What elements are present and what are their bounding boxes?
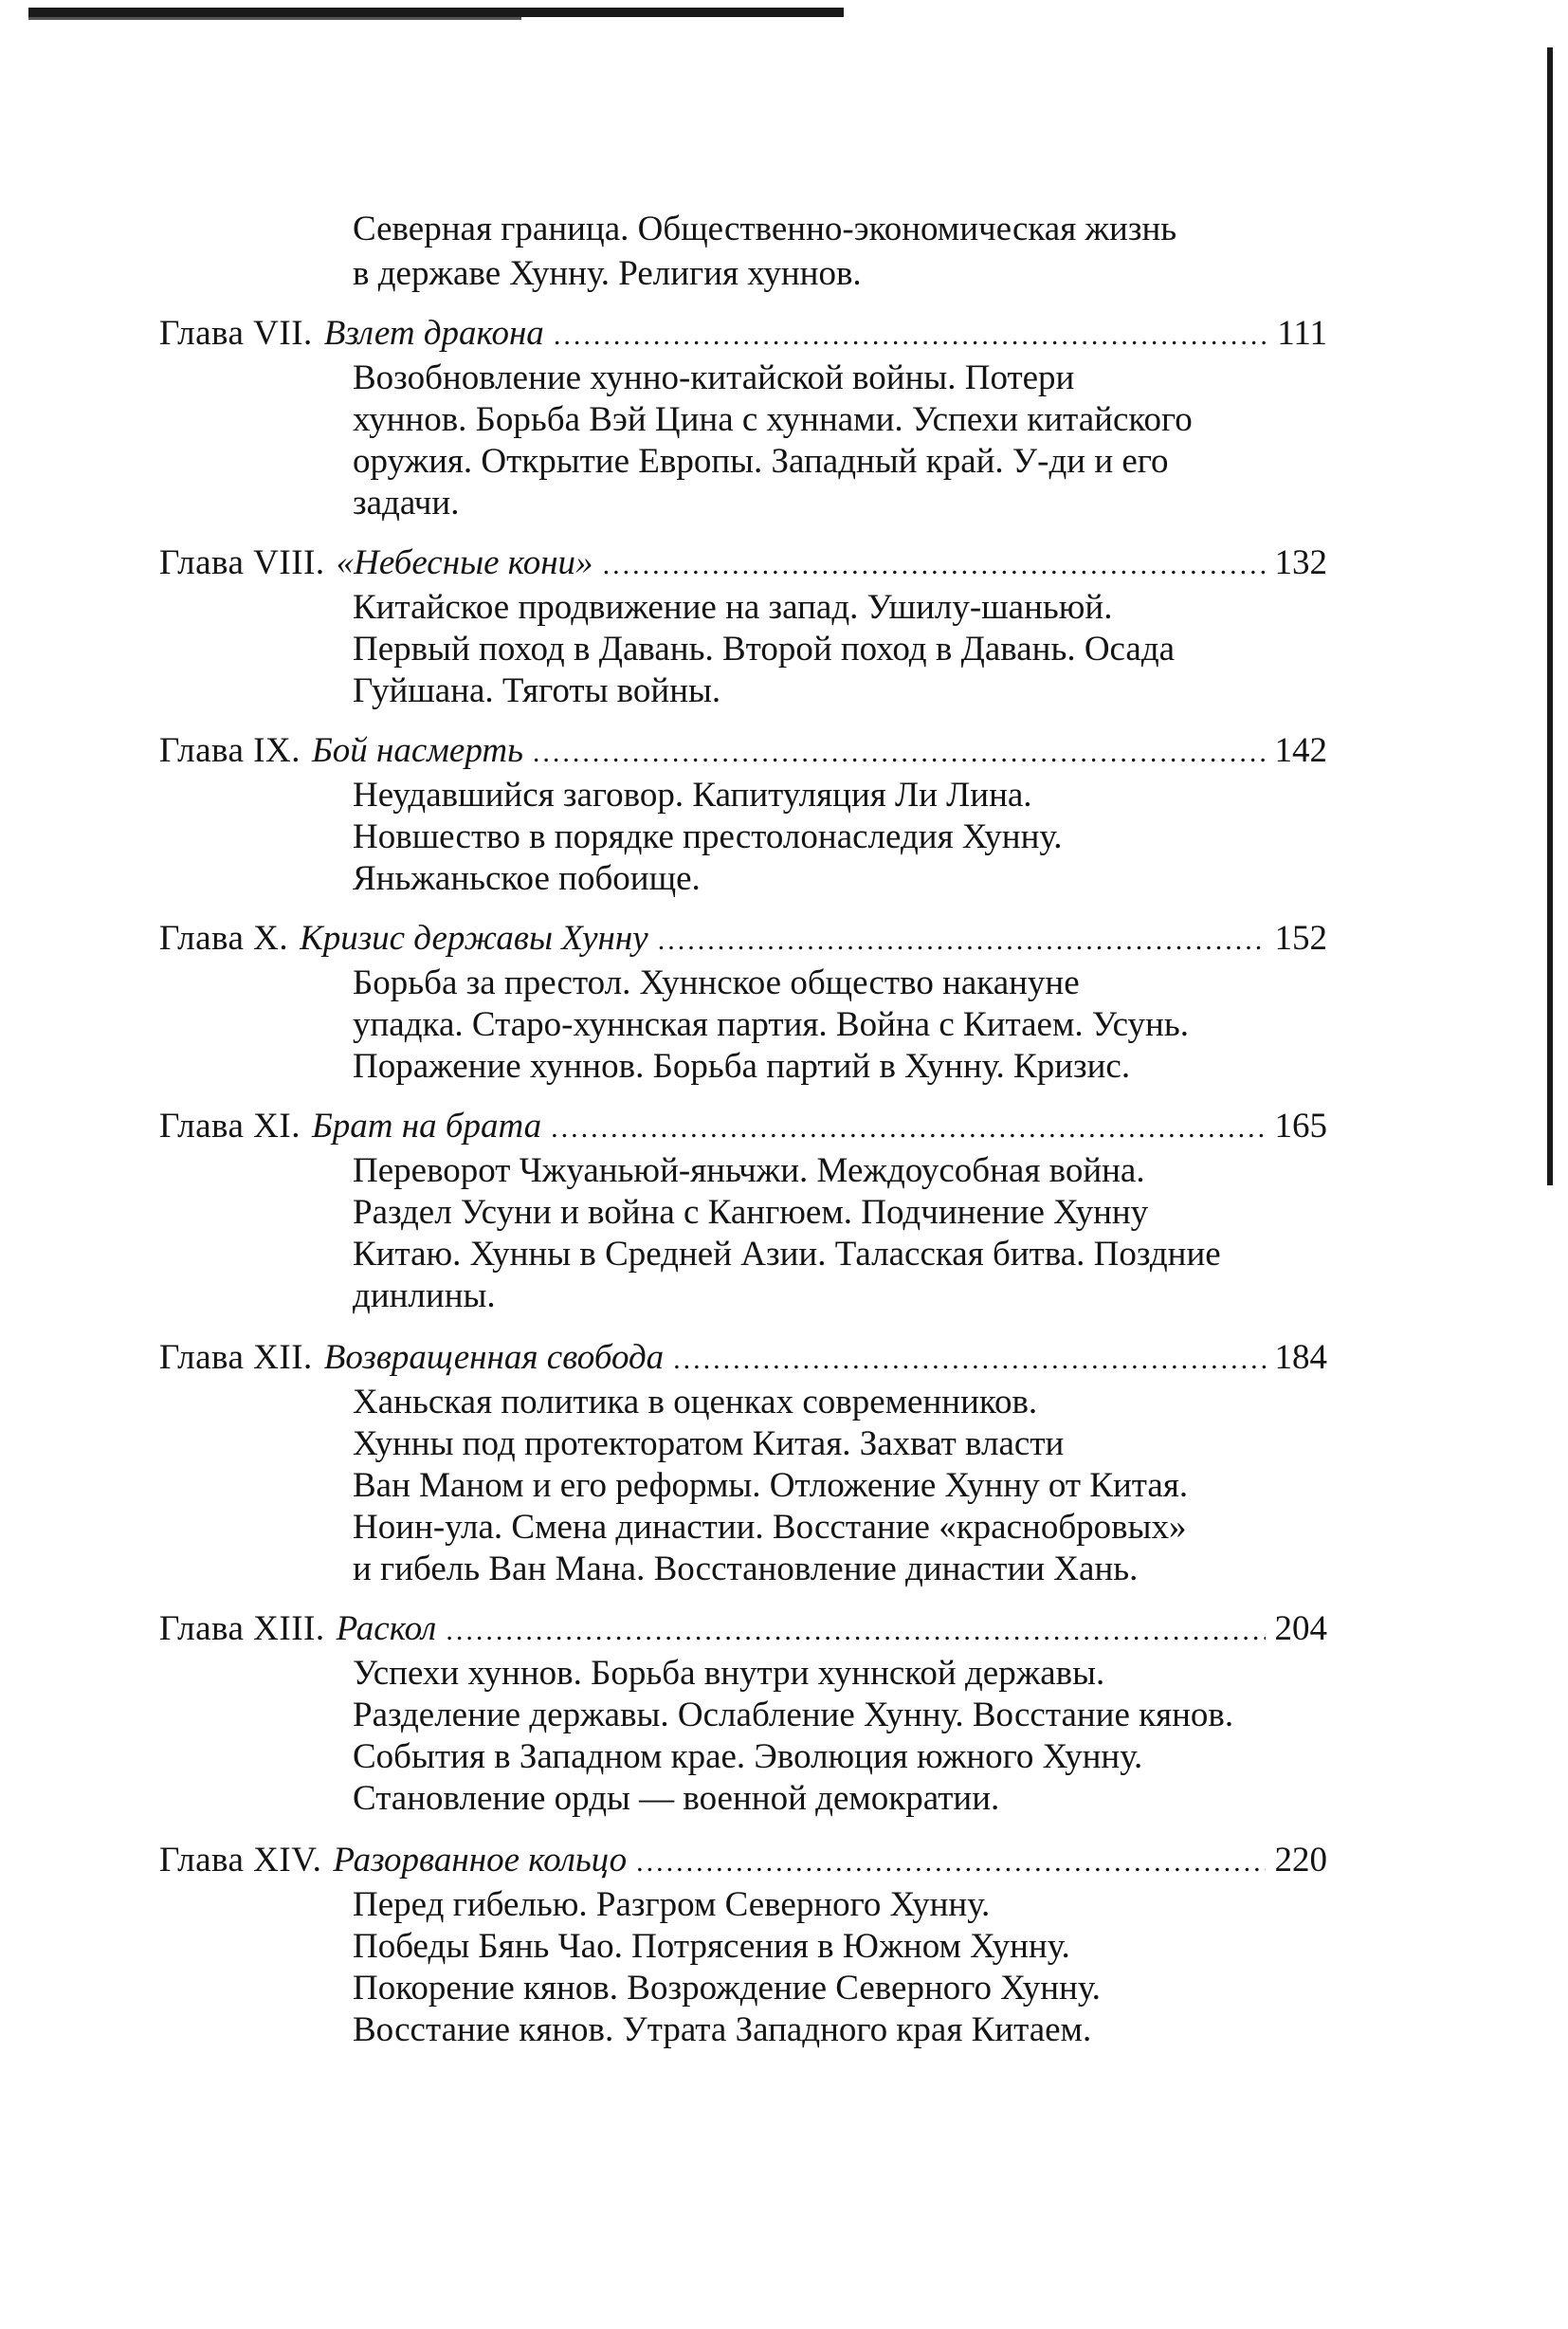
chapter-description (353, 1150, 1339, 1317)
chapter-label: Глава XIV. (159, 1841, 322, 1880)
description-line: Китайское продвижение на запад. Ушилу-шаньюй. (353, 588, 1113, 627)
description-line: Новшество в порядке престолонаследия Хунну. (353, 817, 1063, 856)
toc-entry-chapter-7 (159, 311, 1327, 524)
chapter-label: Глава XI. (159, 1107, 301, 1146)
description-line: Гуйшана. Тяготы войны. (353, 671, 721, 710)
intro-description (353, 207, 1301, 296)
toc-entry-chapter-13 (159, 1606, 1327, 1820)
page-number: 152 (1274, 919, 1327, 958)
toc-entry-chapter-14 (159, 1838, 1327, 2051)
page-number: 204 (1274, 1609, 1327, 1648)
description-line: Яньжаньское побоище. (353, 859, 701, 898)
toc-entry-heading (159, 541, 1327, 587)
description-line: Ван Маном и его реформы. Отложение Хунну от Китая. (353, 1466, 1189, 1505)
chapter-title: Возвращенная свобода (323, 1338, 665, 1377)
description-line: Покорение кянов. Возрождение Северного Хунну. (353, 1969, 1101, 2008)
description-line: и гибель Ван Мана. Восстановление династии Хань. (353, 1550, 1139, 1588)
intro-line: Северная граница. Общественно-экономическая жизнь (353, 210, 1177, 248)
chapter-title: Брат на брата (311, 1107, 542, 1146)
chapter-title: Взлет дракона (323, 314, 544, 353)
page-number: 165 (1274, 1107, 1327, 1146)
description-line: хуннов. Борьба Вэй Цина с хуннами. Успехи китайского (353, 400, 1193, 439)
page-number: 142 (1274, 731, 1327, 770)
chapter-description (353, 358, 1339, 524)
toc-entry-heading (159, 1104, 1327, 1150)
description-line: Ноин-ула. Смена династии. Восстание «краснобровых» (353, 1508, 1187, 1547)
chapter-title: «Небесные кони» (336, 543, 593, 582)
chapter-title: Разорванное кольцо (333, 1841, 628, 1880)
chapter-title: Бой насмерть (311, 731, 523, 770)
description-line: Хунны под протекторатом Китая. Захват власти (353, 1424, 1065, 1463)
chapter-description (353, 775, 1339, 900)
description-line: Первый поход в Давань. Второй поход в Давань. Осада (353, 630, 1176, 669)
description-line: Восстание кянов. Утрата Западного края Китаем. (353, 2010, 1092, 2049)
description-line: оружия. Открытие Европы. Западный край. У-ди и его (353, 442, 1169, 481)
chapter-label: Глава XII. (159, 1338, 313, 1377)
page-number: 132 (1274, 543, 1327, 582)
dot-leader (551, 1106, 1265, 1150)
description-line: Поражение хуннов. Борьба партий в Хунну. Кризис. (353, 1047, 1131, 1086)
description-line: Перед гибелью. Разгром Северного Хунну. (353, 1885, 991, 1924)
toc-entry-chapter-12 (159, 1335, 1327, 1590)
toc-entry-chapter-8 (159, 541, 1327, 712)
toc-entry-heading (159, 1335, 1327, 1382)
description-line: динлины. (353, 1276, 496, 1315)
chapter-title: Кризис державы Хунну (300, 919, 648, 958)
description-line: задачи. (353, 484, 460, 523)
toc-entry-heading (159, 1606, 1327, 1653)
description-line: Неудавшийся заговор. Капитуляция Ли Лина. (353, 776, 1032, 815)
toc-entry-chapter-11 (159, 1104, 1327, 1317)
intro-line: в державе Хунну. Религия хуннов. (353, 254, 862, 293)
chapter-description (353, 1884, 1339, 2051)
page-number: 111 (1277, 314, 1327, 353)
dot-leader (636, 1840, 1265, 1884)
chapter-label: Глава XIII. (159, 1609, 325, 1648)
toc-entry-heading (159, 311, 1327, 358)
chapter-description (353, 1382, 1339, 1590)
description-line: упадка. Старо-хуннская партия. Война с Китаем. Усунь. (353, 1005, 1189, 1044)
chapter-description (353, 587, 1339, 712)
description-line: Становление орды — военной демократии. (353, 1779, 1000, 1818)
description-line: Китаю. Хунны в Средней Азии. Таласская битва. Поздние (353, 1235, 1221, 1274)
toc-entry-heading (159, 728, 1327, 775)
dot-leader (673, 1337, 1265, 1382)
dot-leader (554, 313, 1267, 358)
description-line: Переворот Чжуаньюй-яньчжи. Междоусобная война. (353, 1151, 1145, 1190)
description-line: Борьба за престол. Хуннское общество накануне (353, 963, 1080, 1002)
chapter-title: Раскол (336, 1609, 437, 1648)
description-line: Раздел Усуни и война с Кангюем. Подчинение Хунну (353, 1193, 1149, 1232)
dot-leader (446, 1608, 1265, 1653)
toc-entry-heading (159, 916, 1327, 963)
description-line: Успехи хуннов. Борьба внутри хуннской державы. (353, 1654, 1105, 1693)
description-line: Разделение державы. Ослабление Хунну. Восстание кянов. (353, 1696, 1234, 1734)
toc-entry-chapter-9 (159, 728, 1327, 900)
description-line: События в Западном крае. Эволюция южного Хунну. (353, 1737, 1143, 1776)
dot-leader (533, 730, 1266, 775)
chapter-label: Глава X. (159, 919, 289, 958)
chapter-label: Глава VII. (159, 314, 313, 353)
chapter-label: Глава IX. (159, 731, 301, 770)
chapter-description (353, 963, 1339, 1088)
dot-leader (603, 542, 1266, 587)
page-number: 184 (1274, 1338, 1327, 1377)
toc-entry-chapter-10 (159, 916, 1327, 1088)
toc-entry-heading (159, 1838, 1327, 1884)
description-line: Возобновление хунно-китайской войны. Потери (353, 358, 1075, 397)
chapter-description (353, 1653, 1339, 1820)
dot-leader (658, 918, 1266, 963)
chapter-label: Глава VIII. (159, 543, 325, 582)
description-line: Ханьская политика в оценках современников. (353, 1383, 1038, 1421)
description-line: Победы Бянь Чао. Потрясения в Южном Хунну. (353, 1927, 1070, 1966)
page-number: 220 (1274, 1841, 1327, 1880)
